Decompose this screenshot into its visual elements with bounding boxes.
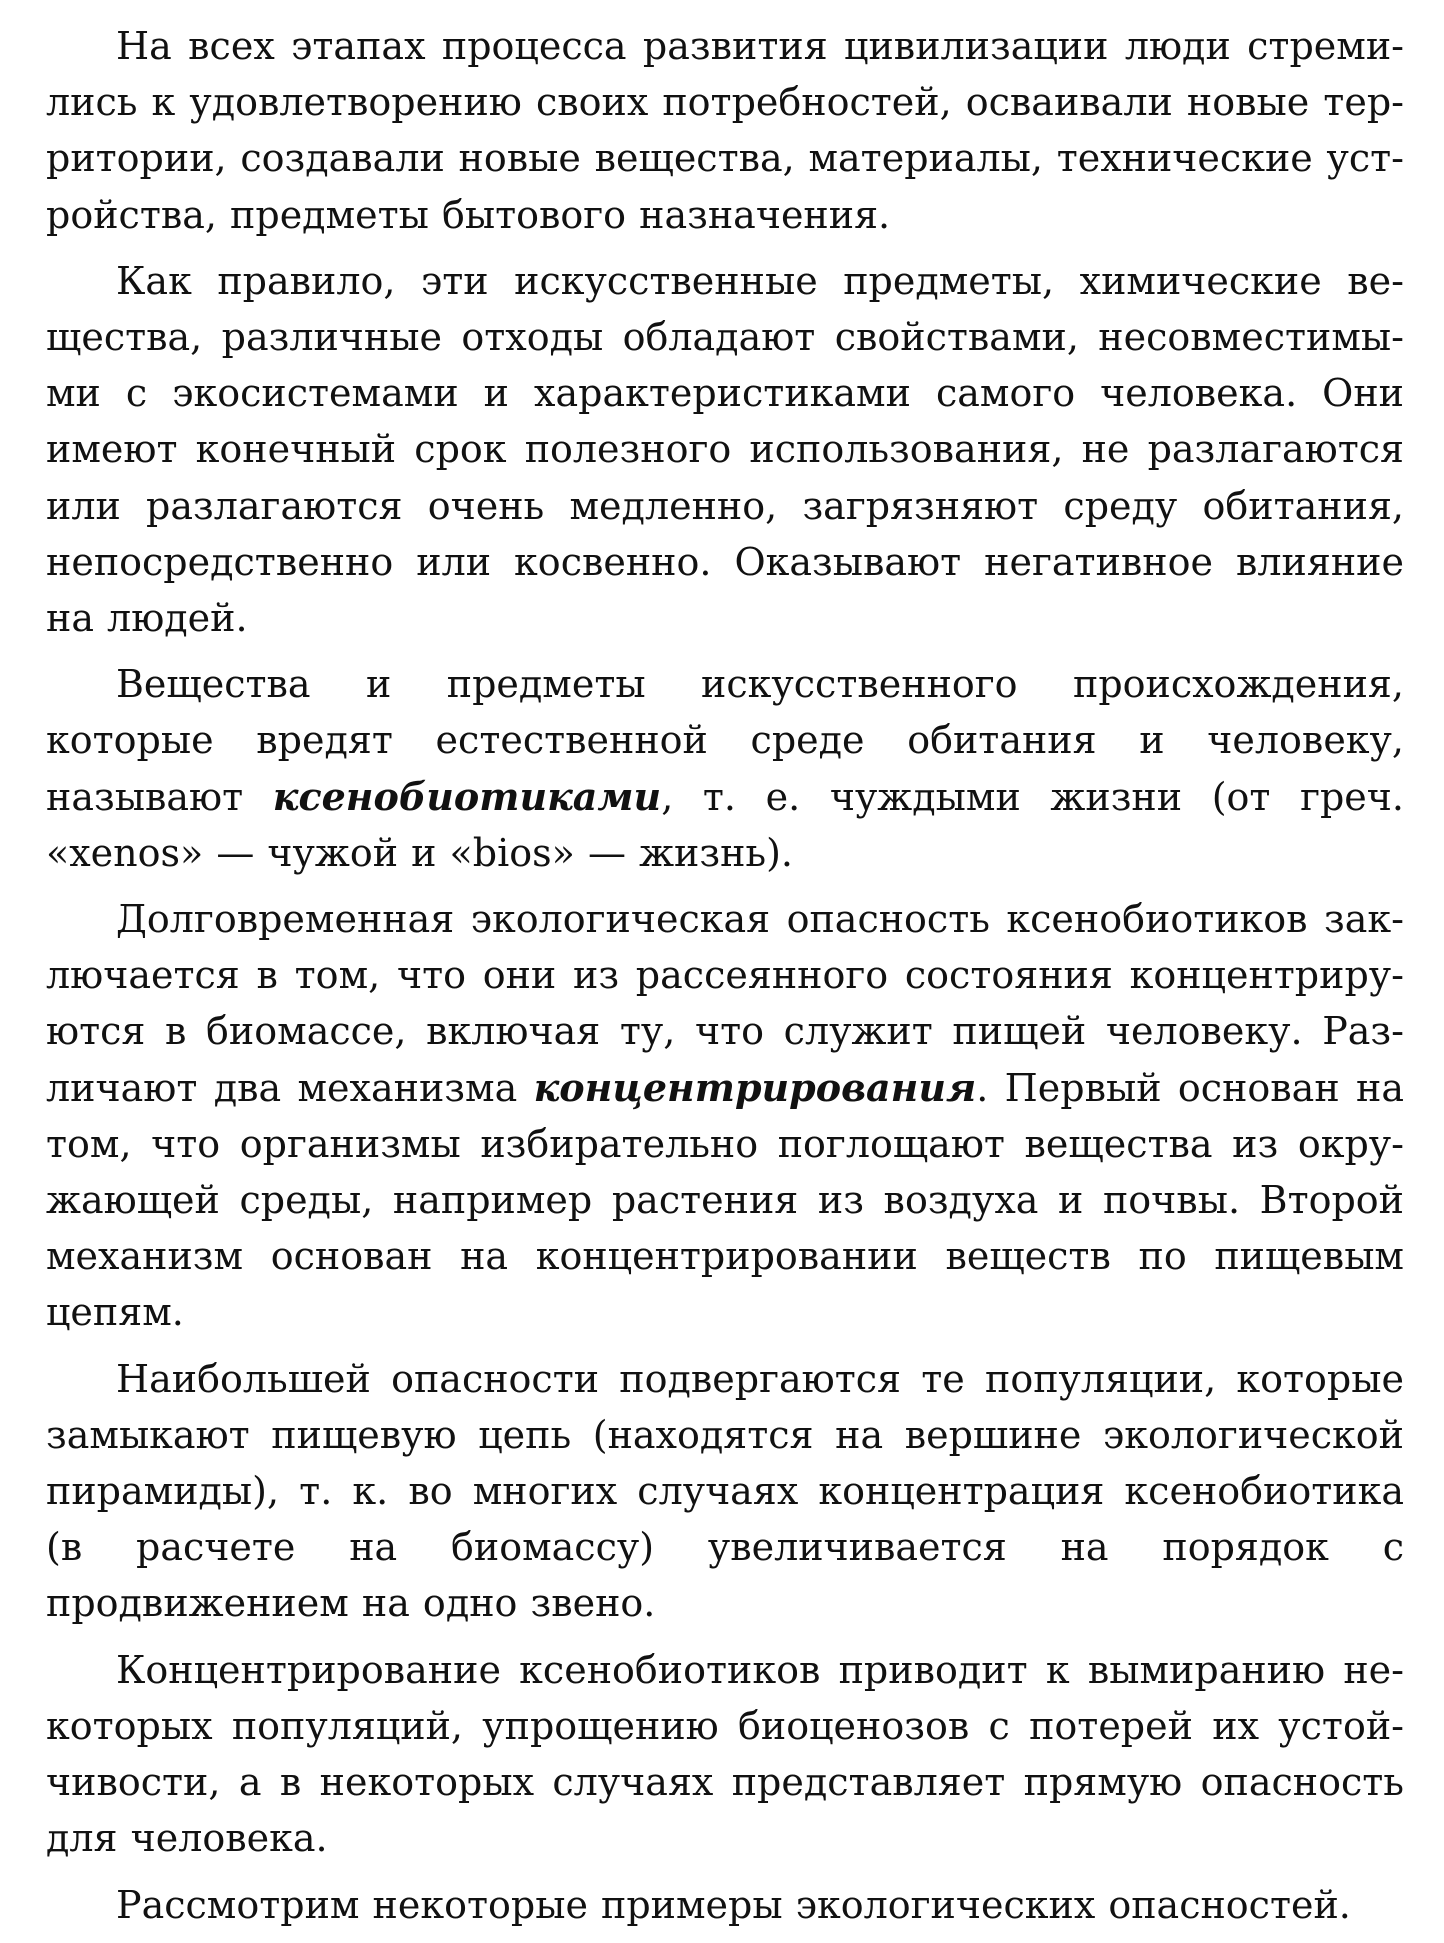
paragraph-text: Долговременная экологическая опасность ксенобиотиков заключается в том, что они из рассеянного состояния концентрируются в биомассе, включая ту, что служит пищей человеку. Различают два механизма: [46, 897, 1404, 1110]
paragraph-text: Рассмотрим некоторые примеры экологических опасностей.: [116, 1882, 1351, 1927]
paragraph-3: [46, 656, 1404, 881]
paragraph-text: Как правило, эти искусственные предметы, химические вещества, различные отходы обладают свойствами, несовместимыми с экосистемами и характеристиками самого человека. Они имеют конечный срок полезного использования, не разлагаются или разлагаются очень медленно, загрязняют среду обитания, непосредственно или косвенно. Оказывают негативное влияние на людей.: [46, 258, 1404, 641]
paragraph-4: [46, 891, 1404, 1341]
paragraph-text: . Первый основан на том, что организмы избирательно поглощают вещества из окружающей среды, например растения из воздуха и почвы. Второй механизм основан на концентрировании веществ по пищевым цепям.: [46, 1065, 1404, 1335]
paragraph-text: Концентрирование ксенобиотиков приводит к вымиранию некоторых популяций, упрощению биоценозов с потерей их устойчивости, а в некоторых случаях представляет прямую опасность для человека.: [46, 1647, 1404, 1861]
paragraph-7: [46, 1877, 1404, 1933]
paragraph-text: , т. е. чуждыми жизни (от греч. «xenos» — чужой и «bios» — жизнь).: [46, 774, 1404, 875]
paragraph-text: На всех этапах процесса развития цивилизации люди стремились к удовлетворению своих потребностей, осваивали новые территории, создавали новые вещества, материалы, технические устройства, предметы бытового назначения.: [46, 24, 1404, 237]
document-page: [46, 18, 1404, 1943]
paragraph-2: [46, 253, 1404, 646]
paragraph-text: Наибольшей опасности подвергаются те популяции, которые замыкают пищевую цепь (находятся на вершине экологической пирамиды), т. к. во многих случаях концентрация ксенобиотика (в расчете на биомассу) увеличивается на порядок с продвижением на одно звено.: [46, 1356, 1404, 1626]
paragraph-6: [46, 1642, 1404, 1867]
term-concentration: концентрирования: [533, 1064, 977, 1110]
paragraph-text: Вещества и предметы искусственного происхождения, которые вредят естественной среде обитания и человеку, называют: [46, 662, 1404, 819]
paragraph-1: [46, 18, 1404, 243]
paragraph-5: [46, 1351, 1404, 1632]
term-xenobiotics: ксенобиотиками: [272, 773, 662, 819]
